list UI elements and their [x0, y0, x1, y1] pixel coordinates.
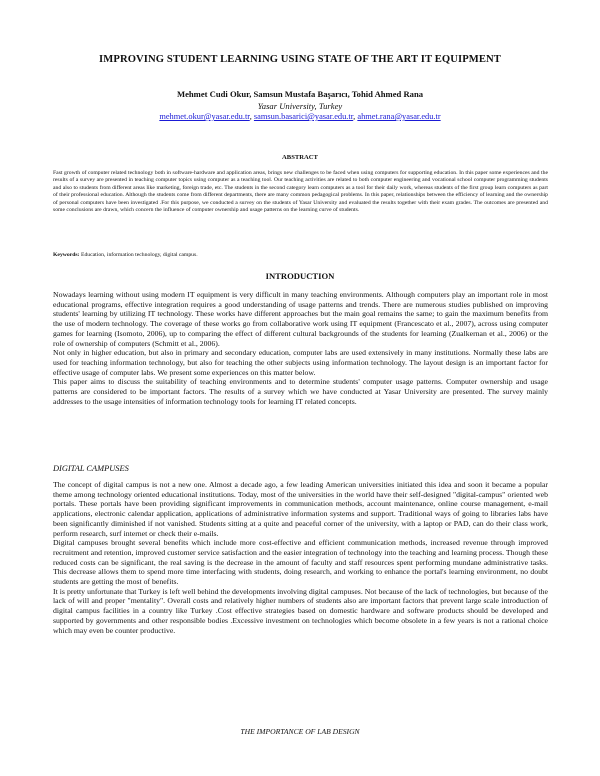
paper-title: IMPROVING STUDENT LEARNING USING STATE OF THE ART IT EQUIPMENT	[99, 54, 501, 65]
email-link-rana[interactable]: ahmet.rana@yasar.edu.tr	[357, 112, 441, 121]
abstract-heading: ABSTRACT	[282, 154, 318, 161]
introduction-heading: INTRODUCTION	[265, 271, 335, 281]
affiliation: Yasar University, Turkey	[257, 101, 343, 111]
email-separator: ,	[353, 112, 358, 121]
email-separator: ,	[249, 112, 254, 121]
introduction-paragraph: This paper aims to discuss the suitability of teaching environments and to determine students' computer usage patterns. Computer ownership and usage patterns are considered to be important factors. The results of a survey which we have conducted at Yasar University are presented. The survey mainly addresses to the usage intensities of information technology tools for learning IT related concepts.	[53, 377, 548, 406]
digital-campuses-body	[53, 480, 548, 635]
digital-campuses-paragraph: The concept of digital campus is not a new one. Almost a decade ago, a few leading American universities initiated this idea and soon it became a popular theme among technology oriented educational institutions. Today, most of the universities in the world have their self-designed "digital-campus" oriented web portals. These portals have been providing significant improvements in communication methods, account maintenance, online course management, e-mail applications, electronic calendar application, applications of administrative information systems and support. Traditional ways of going to libraries labs have been significantly diminished if not vanished. Students sitting at a quite and peaceful corner of the university, with a laptop or PAD, can do their class work, perform research, surf internet or check their e-mails.	[53, 480, 548, 538]
author-list: Mehmet Cudi Okur, Samsun Mustafa Başarıcı, Tohid Ahmed Rana	[176, 89, 424, 99]
digital-campuses-heading: DIGITAL CAMPUSES	[53, 464, 129, 473]
digital-campuses-paragraph: It is pretty unfortunate that Turkey is left well behind the developments involving digital campuses. Not because of the lack of technologies, but because of the lack of will and proper "mentality". Overall costs and relatively higher numbers of students also are important factors that prevent large scale introduction of digital campus facilities in a country like Turkey .Cost effective strategies based on domestic hardware and software products should be developed and supported by governments and other responsible bodies .Excessive investment on technologies which become obsolete in a few years is not a rational choice which may even be counter productive.	[53, 586, 548, 635]
keywords-list: Education, information technology, digital campus.	[80, 252, 198, 258]
digital-campuses-paragraph: Digital campuses brought several benefits which include more cost-effective and efficient communication methods, increased revenue through improved recruitment and retention, improved customer service satisfaction and the easier integration of technology into the teaching and learning process. Though these reduced costs can be significant, the real saving is the decrease in the amount of faculty and staff resources spent performing mundane administrative tasks. This decrease allows them to spend more time interfacing with students, doing research, and working to enhance the portal's learning environment, no doubt students are getting the most of benefits.	[53, 538, 548, 587]
introduction-paragraph: Nowadays learning without using modern IT equipment is very difficult in many teaching environments. Although computers play an important role in most educational programs, effective integration requires a good understanding of usage patterns and trends. There are numerous studies published on improving students' learning by utilizing IT technology. These works have different approaches but the main goal remains the same; to gain the maximum benefits from the use of modern technology. The coverage of these works go from collaborative work using IT equipment (Francescato et al., 2007), across using computer games for learning (Isomoto, 2006), up to comparing the effect of different cultural backgrounds of the students for learning (Zualkernan et al., 2006) or the role of ownership of computers (Schmitt et al., 2006).	[53, 290, 548, 348]
introduction-body	[53, 290, 548, 406]
email-link-basarici[interactable]: samsun.basarici@yasar.edu.tr	[253, 112, 354, 121]
author-emails	[0, 112, 600, 121]
abstract-text: Fast growth of computer related technology both in software-hardware and application areas, brings new challenges to be faced when using computers for supporting education. In this paper some experiences and the results of a survey are presented in teaching computer topics using computer as a teaching tool. Our teaching activities are related to both computer engineering and vocational school computer programming students and also to students from different areas like marketing, foreign trade, etc. The students in the second category learn computers as a tool for their daily work, whereas students of the first group learn computers as part of their professional education. Although the students come from different departments, there are many common pedagogical problems. In this paper, relationships between the efficiency of learning and the ownership of personal computers have been investigated .For this purpose, we conducted a survey on the students of Yasar University and evaluated the results together with their exam grades. The outcomes are presented and some conclusions are drawn, which concern the influence of computer ownership and usage patterns on the learning curve of students.	[53, 170, 548, 214]
introduction-paragraph: Not only in higher education, but also in primary and secondary education, computer labs are used extensively in many institutions. Normally these labs are used for teaching information technology, but also for teaching the other subjects using information technology. The layout design is an important factor for effective usage of computer labs. We present some experiences on this matter below.	[53, 348, 548, 377]
email-link-okur[interactable]: mehmet.okur@yasar.edu.tr	[159, 112, 250, 121]
lab-design-heading: THE IMPORTANCE OF LAB DESIGN	[240, 727, 360, 736]
keywords-line	[53, 252, 548, 258]
keywords-label: Keywords:	[53, 252, 80, 258]
